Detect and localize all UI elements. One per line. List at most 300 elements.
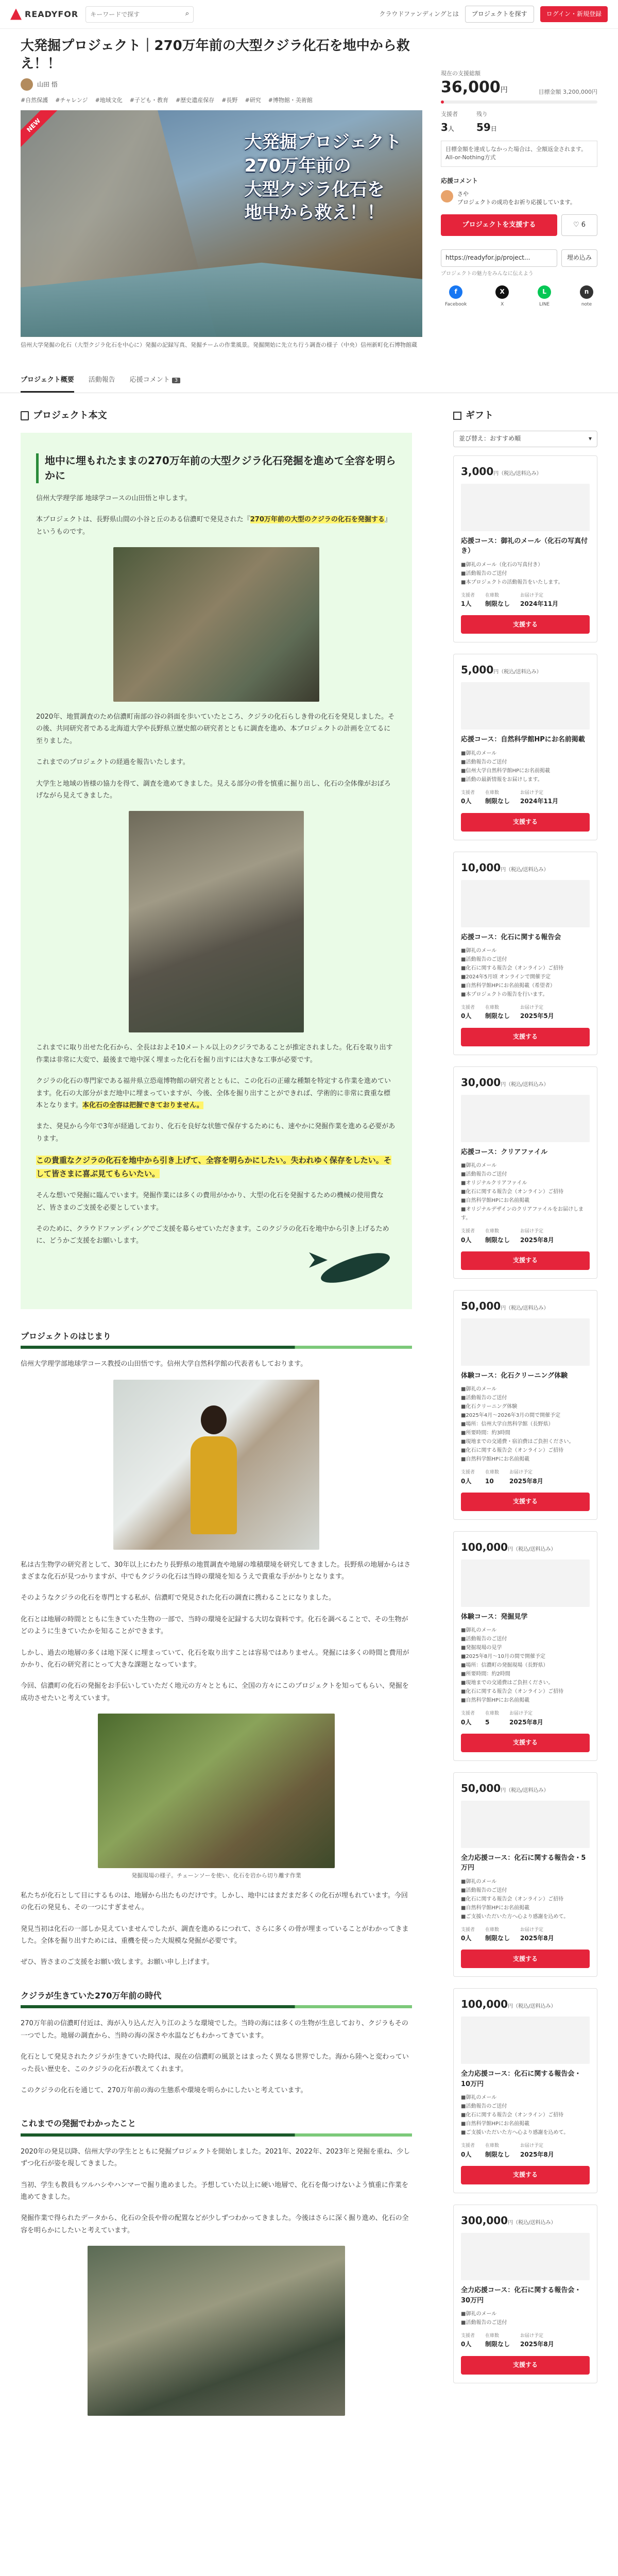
tag-item[interactable]: #チャレンジ [55, 97, 88, 104]
person-figure [191, 1405, 237, 1539]
avatar [441, 190, 453, 202]
paragraph-text: クジラの化石の専門家である福井県立恐竜博物館の研究者とともに、この化石の正確な種類を特定する作業を進めています。化石の大部分がまだ地中に埋まっていますが、今後、全体を掘り出すことができれば、学術的に非常に貴重な標本となります。 [36, 1077, 391, 1109]
paragraph-text: 本プロジェクトは、長野県山間の小谷と丘のある信濃町で発見された『 [36, 516, 250, 524]
hero-caption: 信州大学発掘の化石（大型クジラ化石を中心に）発掘の記録写真、発掘チームの作業風景。発掘開始に先立ち行う調査の様子（中央）信州新町化石博物館蔵 [21, 341, 417, 348]
tag-item[interactable]: #研究 [245, 97, 261, 104]
gift-meta-value: 0人 [461, 1935, 472, 1942]
tag-item[interactable]: #自然保護 [21, 97, 48, 104]
tab-overview[interactable]: プロジェクト概要 [21, 370, 74, 393]
gift-meta-label: 在庫数 [485, 592, 500, 598]
gift-description: ■御礼のメール ■活動報告のご送付 ■化石クリーニング体験 ■2025年4月～2026年3月の間で開催予定 ■場所：信州大学自然科学館（長野県） ■所要時間：約3時間 ■現地までの交通費・宿泊費はご負担ください。 ■化石に関する報告会（オンライン）ご招待 ■自然科学館HPにお名前掲載 [461, 1386, 574, 1463]
gift-price-tax: （税込/送料込み） [499, 470, 542, 477]
gift-name: 全力応援コース：化石に関する報告会・30万円 [461, 2286, 581, 2304]
embed-button[interactable]: 埋め込み [561, 249, 597, 267]
paragraph: 信州大学理学部 地球学コースの山田悟と申します。 [36, 494, 192, 502]
page-title: 大発掘プロジェクト｜270万年前の大型クジラ化石を地中から救え！！ [21, 38, 410, 72]
gift-price [461, 662, 590, 678]
gift-meta-label: 支援者 [461, 1927, 475, 1933]
gift-stock [485, 789, 510, 807]
gift-backers [461, 1926, 475, 1944]
share-x[interactable] [495, 285, 509, 308]
gift-name: 応援コース：自然科学館HPにお名前掲載 [461, 736, 585, 744]
gift-meta [461, 2332, 590, 2350]
gift-price-unit: 円 [508, 2220, 513, 2226]
nav-about-crowdfunding[interactable]: クラウドファンディングとは [379, 10, 459, 18]
backers-value [441, 119, 458, 135]
gift-price-unit: 円 [493, 669, 499, 675]
gift-meta [461, 1710, 590, 1727]
gift-name: 全力応援コース：化石に関する報告会・5万円 [461, 1854, 586, 1872]
support-project-button[interactable]: プロジェクトを支援する [441, 214, 557, 236]
gift-meta [461, 592, 590, 609]
key-message: この貴重なクジラの化石を地中から引き上げて、全容を明らかにしたい。失われゆく保存をしたい。そして皆さまに喜ぶ見てもらいたい。 [36, 1156, 391, 1178]
gift-price-unit: 円 [508, 2004, 513, 2010]
gift-support-button[interactable]: 支援する [461, 1734, 590, 1752]
gift-image [461, 484, 590, 531]
gift-support-button[interactable]: 支援する [461, 1950, 590, 1968]
paragraph: そんな想いで発掘に臨んでいます。発掘作業には多くの費用がかかり、大型の化石を発掘するための機械の使用費など、皆さまのご支援を必要としています。 [36, 1192, 384, 1212]
gift-support-button[interactable]: 支援する [461, 813, 590, 832]
sort-value: 並び替え：おすすめ順 [459, 435, 521, 443]
paragraph: 発掘作業で得られたデータから、化石の全長や骨の配置などが少しずつわかってきました。今後はさらに深く掘り進め、化石の全容を明らかにしたいと考えています。 [21, 2214, 409, 2234]
gift-image [461, 2233, 590, 2280]
site-header [0, 0, 618, 29]
facebook-icon: f [449, 285, 462, 299]
gift-price [461, 1539, 590, 1555]
gift-meta-label: お届け予定 [520, 592, 544, 598]
gift-image [461, 2016, 590, 2064]
paragraph: そのために、クラウドファンディングでご支援を募らせていただきます。このクジラの化石を地中から引き上げるために、どうかご支援をお願いします。 [36, 1225, 389, 1245]
tag-item[interactable]: #地域文化 [95, 97, 123, 104]
stat-row [441, 110, 597, 135]
social-share [441, 285, 597, 308]
gift-meta-value: 制限なし [485, 1935, 510, 1942]
comment-user: さや [457, 190, 469, 197]
gift-price-tax: （税込/送料込み） [506, 1305, 549, 1311]
chevron-down-icon: ▾ [588, 435, 592, 443]
gift-name: 応援コース：クリアファイル [461, 1148, 548, 1156]
paragraph: このクジラの化石を通じて、270万年前の海の生態系や環境を明らかにしたいと考えています。 [21, 2086, 307, 2094]
gift-card[interactable] [453, 654, 597, 840]
avatar[interactable] [21, 78, 33, 91]
gift-meta-value: 0人 [461, 798, 472, 805]
gift-delivery [509, 1710, 543, 1727]
person-head-shape [201, 1405, 227, 1434]
hero-line: 地中から救え！！ [244, 202, 385, 224]
gift-image [461, 1095, 590, 1142]
tag-item[interactable]: #長野 [221, 97, 238, 104]
gift-support-button[interactable]: 支援する [461, 1028, 590, 1046]
gift-meta-value: 制限なし [485, 2341, 510, 2348]
owner-name[interactable]: 山田 悟 [37, 80, 58, 88]
gift-meta-label: 支援者 [461, 790, 475, 795]
search-input[interactable] [90, 11, 182, 18]
gift-meta-value: 0人 [461, 1718, 472, 1726]
gift-meta-label: 支援者 [461, 2143, 475, 2149]
days-number: 59 [476, 121, 491, 133]
body-section-header [21, 409, 412, 423]
gift-price [461, 1780, 590, 1797]
gift-description: ■御礼のメール ■活動報告のご送付 ■オリジナルクリアファイル ■化石に関する報告会（オンライン）ご招待 ■自然科学館HPにお名前掲載 ■オリジナルデザインのクリアファイルをお届けします。 [461, 1163, 584, 1222]
gift-meta [461, 1004, 590, 1022]
tag-item[interactable]: #博物館・美術館 [268, 97, 313, 104]
gift-delivery [520, 1228, 554, 1245]
gift-meta-value: 5 [485, 1718, 490, 1726]
login-button[interactable]: ログイン・新規登録 [540, 6, 608, 22]
gift-delivery [509, 1469, 543, 1486]
funding-sidebar [441, 37, 597, 349]
gift-price-value: 300,000 [461, 2214, 508, 2227]
gift-price-value: 50,000 [461, 1299, 501, 1312]
paragraph: これまでのプロジェクトの経過を報告いたします。 [36, 758, 190, 767]
gift-meta-label: 支援者 [461, 1711, 475, 1717]
gift-meta-label: お届け予定 [520, 1229, 544, 1234]
gift-price-tax: （税込/送料込み） [513, 1546, 556, 1552]
gift-meta-label: お届け予定 [520, 1005, 544, 1011]
gift-name: 応援コース：御礼のメール（化石の写真付き） [461, 537, 588, 555]
gift-support-button[interactable]: 支援する [461, 2166, 590, 2184]
highlight-text: 本化石の全容は把握できておりません。 [82, 1101, 203, 1109]
gift-meta-label: 在庫数 [485, 2333, 500, 2338]
paragraph: そのようなクジラの化石を専門とする私が、信濃町で発見された化石の調査に携わることになりました。 [21, 1594, 336, 1602]
hero-line: 大発掘プロジェクト [244, 131, 402, 152]
gift-card[interactable] [453, 852, 597, 1055]
paragraph: 信州大学理学部地球学コース教授の山田悟です。信州大学自然科学館の代表者もしております。 [21, 1360, 307, 1368]
heart-icon: ♡ [573, 221, 579, 229]
paragraph: 私は古生物学の研究者として、30年以上にわたり長野県の地質調査や地層の堆積環境を研究してきました。長野県の地層からはさまざまな化石が見つかりますが、中でもクジラの化石は当時の環境を知るうえで貴重な手がかりとなります。 [21, 1561, 411, 1581]
gift-stock [485, 2332, 510, 2350]
gift-backers [461, 789, 475, 807]
gift-price-unit: 円 [508, 1546, 513, 1552]
gift-meta-value: 2025年5月 [520, 1012, 554, 1020]
backers-unit: 人 [448, 125, 454, 132]
share-url-row [441, 249, 597, 267]
author-portrait-photo [113, 1380, 319, 1550]
gift-support-button[interactable]: 支援する [461, 1493, 590, 1511]
gift-meta-label: お届け予定 [509, 1711, 533, 1717]
gift-support-button[interactable]: 支援する [461, 615, 590, 634]
gift-stock [485, 1004, 510, 1022]
progress-bar [441, 100, 597, 104]
gift-description: ■御礼のメール ■活動報告のご送付 ■化石に関する報告会（オンライン）ご招待 ■自然科学館HPにお名前掲載 ■ご支援いただいた方へ心より感謝を込めて。 [461, 1878, 569, 1920]
gift-delivery [520, 2332, 554, 2350]
project-body [21, 409, 412, 2416]
gift-price-value: 10,000 [461, 861, 501, 874]
share-hint: プロジェクトの魅力をみんなに伝えよう [441, 270, 534, 277]
gift-card[interactable] [453, 1066, 597, 1279]
search-icon[interactable]: ⌕ [185, 10, 190, 18]
support-comment[interactable] [441, 190, 597, 207]
gift-backers [461, 592, 475, 609]
tab-comments[interactable] [130, 370, 180, 393]
paragraph: しかし、過去の地層の多くは地下深くに埋まっていて、化石を取り出すことは容易ではありません。発掘には多くの時間と費用がかかり、化石の研究者にとって大きな課題となっています。 [21, 1649, 409, 1669]
gift-meta-label: お届け予定 [520, 790, 544, 795]
raised-unit: 円 [500, 86, 508, 94]
section-heading: クジラが生きていた270万年前の時代 [21, 1989, 412, 2009]
comment-count-badge: 3 [172, 378, 180, 383]
gift-card[interactable] [453, 1772, 597, 1977]
whale-illustration-icon [309, 1252, 397, 1294]
gift-image [461, 1801, 590, 1848]
document-icon [21, 411, 29, 420]
gift-backers [461, 2332, 475, 2350]
gift-card[interactable] [453, 2205, 597, 2383]
paragraph: 化石として発見されたクジラが生きていた時代は、現在の信濃町の風景とはまったく異なる世界でした。海から陸へと変わっていった長い歴史を、このクジラの化石が教えてくれます。 [21, 2053, 409, 2073]
gift-column [453, 409, 597, 2416]
gift-meta-label: お届け予定 [520, 2333, 544, 2338]
nav-find-projects[interactable]: プロジェクトを探す [465, 6, 534, 23]
favorite-count: 6 [581, 221, 586, 229]
gift-image [461, 1318, 590, 1366]
gift-meta [461, 1926, 590, 1944]
gift-price [461, 1074, 590, 1091]
tag-list [21, 96, 422, 105]
backers-number: 3 [441, 121, 448, 133]
paragraph [36, 1154, 397, 1180]
gift-price-tax: （税込/送料込み） [499, 669, 542, 675]
gift-price-tax: （税込/送料込み） [506, 1787, 549, 1793]
gift-meta-label: 在庫数 [485, 1470, 500, 1476]
gift-backers [461, 1004, 475, 1022]
comment-title: 応援コメント [441, 177, 478, 184]
gift-meta-value: 制限なし [485, 1236, 510, 1244]
gift-section-title: ギフト [466, 410, 493, 421]
gift-section-header [453, 409, 597, 423]
gift-meta [461, 1469, 590, 1486]
gift-delivery [520, 2142, 554, 2160]
gift-support-button[interactable]: 支援する [461, 1251, 590, 1270]
intro-heading: 地中に埋もれたままの270万年前の大型クジラ化石発掘を進めて全容を明らかに [36, 453, 397, 483]
backers-label: 支援者 [441, 111, 458, 118]
line-icon: L [538, 285, 551, 299]
paragraph: ぜひ、皆さまのご支援をお願い致します。お願い申し上げます。 [21, 1958, 214, 1967]
share-label: LINE [539, 301, 550, 307]
highlight-text: 270万年前の大型のクジラの化石を発掘する [250, 516, 385, 524]
gift-meta-value: 0人 [461, 2150, 472, 2158]
note-icon: n [580, 285, 593, 299]
gift-price-tax: （税込/送料込み） [513, 2220, 556, 2226]
gift-delivery [520, 1926, 554, 1944]
gift-meta-value: 制限なし [485, 2150, 510, 2158]
person-body-shape [191, 1436, 237, 1534]
gift-price [461, 463, 590, 480]
goal-amount: 目標金額 3,200,000円 [538, 88, 597, 95]
backers-stat [441, 110, 458, 135]
gift-name: 体験コース：発掘見学 [461, 1613, 528, 1621]
gift-description: ■御礼のメール ■活動報告のご送付 ■化石に関する報告会（オンライン）ご招待 ■2024年5月頃 オンラインで開催予定 ■自然科学館HPにお名前掲載（希望者） ■本プロジェクトの報告を行います。 [461, 948, 564, 998]
gift-card[interactable] [453, 1290, 597, 1520]
share-label: Facebook [445, 301, 467, 307]
share-note[interactable] [580, 285, 593, 308]
share-label: note [581, 301, 592, 307]
gift-image [461, 682, 590, 730]
cta-row [441, 214, 597, 236]
gift-meta-label: 支援者 [461, 1470, 475, 1476]
paragraph: 2020年、地質調査のため信濃町南部の谷の斜面を歩いていたところ、クジラの化石らしき骨の化石を発見しました。その後、共同研究者である北海道大学や長野県立歴史館の研究者とともに調査を進め、本プロジェクトの計画を立てるに至りました。 [36, 713, 395, 745]
tab-reports[interactable]: 活動報告 [88, 376, 115, 384]
gift-meta-value: 2025年8月 [520, 1935, 554, 1942]
gift-price-value: 50,000 [461, 1782, 501, 1794]
comment-body [457, 190, 576, 207]
gift-meta-label: 在庫数 [485, 1229, 500, 1234]
gift-price-tax: （税込/送料込み） [506, 1081, 549, 1088]
gift-price-tax: （税込/送料込み） [506, 867, 549, 873]
gift-description: ■御礼のメール ■活動報告のご送付 ■信州大学自然科学館HPにお名前掲載 ■活動の最新情報をお届けします。 [461, 750, 550, 783]
paragraph: 私たちが化石として目にするものは、地層から出たものだけです。しかし、地中にはまだまだ多くの化石が埋もれています。今回の化石の発見も、その一つにすぎません。 [21, 1891, 408, 1912]
intro-box [21, 433, 412, 1309]
logo-text: READYFOR [25, 9, 79, 19]
share-line[interactable] [538, 285, 551, 308]
gift-meta-label: 支援者 [461, 2333, 475, 2338]
gift-meta-label: 支援者 [461, 1229, 475, 1234]
gift-meta-value: 1人 [461, 600, 472, 608]
gift-price-value: 30,000 [461, 1076, 501, 1089]
gift-meta-value: 2025年8月 [509, 1718, 543, 1726]
paragraph: 2020年の発見以降、信州大学の学生とともに発掘プロジェクトを開始しました。2021年、2022年、2023年と発掘を重ね、少しずつ化石が姿を現してきました。 [21, 2147, 410, 2168]
gift-meta [461, 1228, 590, 1245]
project-owner[interactable] [21, 78, 422, 91]
paragraph: 今回、信濃町の化石の発掘をお手伝いしていただく地元の方々とともに、全国の方々にこのプロジェクトを知ってもらい、発掘を成功させたいと考えています。 [21, 1682, 409, 1702]
dig-site-photo [88, 2246, 345, 2416]
gift-meta-value: 2025年8月 [520, 2341, 554, 2348]
search-box[interactable] [85, 6, 194, 23]
gift-price-unit: 円 [501, 1787, 506, 1793]
progress-fill [441, 100, 444, 104]
gift-price-unit: 円 [501, 867, 506, 873]
gift-price-unit: 円 [493, 470, 499, 477]
gift-card[interactable] [453, 1531, 597, 1761]
gift-price-value: 100,000 [461, 1540, 508, 1553]
gift-stock [485, 1710, 499, 1727]
gift-meta-value: 2025年8月 [520, 2150, 554, 2158]
gift-meta-value: 2025年8月 [509, 1477, 543, 1485]
tag-item[interactable]: #歴史遺産保存 [176, 97, 215, 104]
gift-meta-value: 0人 [461, 2341, 472, 2348]
gift-price-tax: （税込/送料込み） [513, 2004, 556, 2010]
gift-meta-value: 制限なし [485, 600, 510, 608]
gift-image [461, 1560, 590, 1607]
gift-meta-label: お届け予定 [509, 1470, 533, 1476]
gift-meta-value: 2025年8月 [520, 1236, 554, 1244]
project-header [21, 37, 422, 349]
project-tabs [0, 370, 618, 393]
gift-card[interactable] [453, 455, 597, 643]
raised-label: 現在の支援総額 [441, 70, 480, 77]
gift-meta-value: 0人 [461, 1236, 472, 1244]
main-content [0, 393, 618, 2416]
chainsaw-work-photo [98, 1714, 335, 1868]
whale-body-shape [318, 1247, 393, 1289]
gift-price-value: 5,000 [461, 664, 494, 676]
gift-backers [461, 1710, 475, 1727]
gift-stock [485, 1469, 499, 1486]
excavation-photo [113, 547, 319, 702]
section-heading: プロジェクトのはじまり [21, 1330, 412, 1349]
fossil-site-photo [129, 811, 304, 1032]
days-unit: 日 [490, 125, 497, 132]
gift-stock [485, 2142, 510, 2160]
paragraph: 大学生と地域の皆様の協力を得て、調査を進めてきました。見える部分の骨を慎重に掘り出し、化石の全体像がおぼろげながら見えてきました。 [36, 779, 391, 800]
paragraph: また、発見から今年で3年が経過しており、化石を良好な状態で保存するためにも、速やかに発掘作業を進める必要があります。 [36, 1123, 396, 1143]
days-stat [476, 110, 497, 135]
gift-price-value: 3,000 [461, 465, 494, 478]
gift-meta-value: 10 [485, 1477, 494, 1485]
section-heading: これまでの発掘でわかったこと [21, 2117, 412, 2137]
paragraph [36, 1075, 397, 1111]
share-facebook[interactable] [445, 285, 467, 308]
hero-image [21, 110, 422, 337]
paragraph: これまでに取り出せた化石から、全長はおよそ10メートル以上のクジラであることが推定されました。化石を取り出す作業は非常に大変で、最後まで地中深く埋まった化石を掘り出すには大きな工事が必要です。 [36, 1044, 393, 1064]
paragraph: 化石とは地層の時間とともに生きていた生物の一部で、当時の環境を記録する大切な資料です。化石を調べることで、その生物がどのように生きていたかを知ることができます。 [21, 1615, 408, 1636]
gift-list [453, 455, 597, 2383]
paragraph: 270万年前の信濃町付近は、海が入り込んだ入り江のような環境でした。当時の海には多くの生物が生息しており、クジラもその一つでした。地層の調査から、当時の海の深さや水温などもわかってきています。 [21, 2020, 408, 2040]
paragraph: 発見当初は化石の一部しか見えていませんでしたが、調査を進めるにつれて、さらに多くの骨が埋まっていることがわかってきました。全体を掘り出すためには、重機を使った大規模な発掘が必要です。 [21, 1925, 409, 1945]
gift-price [461, 2212, 590, 2229]
new-badge: NEW [21, 110, 60, 151]
gift-name: 全力応援コース：化石に関する報告会・10万円 [461, 2070, 581, 2088]
tag-item[interactable]: #子ども・教育 [129, 97, 168, 104]
gift-support-button[interactable]: 支援する [461, 2356, 590, 2375]
photo-caption: 発掘現場の様子。チェーンソーを使い、化石を岩から切り離す作業 [131, 1872, 301, 1879]
hero-line: 大型クジラ化石を [244, 179, 385, 200]
gift-meta-label: お届け予定 [520, 1927, 544, 1933]
gift-card[interactable] [453, 1988, 597, 2193]
gift-meta-label: 在庫数 [485, 1005, 500, 1011]
gift-backers [461, 1228, 475, 1245]
favorite-button[interactable] [561, 214, 597, 236]
all-or-nothing-notice: 目標金額を達成しなかった場合は、全額返金されます。All-or-Nothing方式 [441, 141, 597, 167]
x-icon: X [495, 285, 509, 299]
hero-headline [245, 131, 402, 226]
gift-meta-label: 在庫数 [485, 2143, 500, 2149]
gift-meta-value: 制限なし [485, 798, 510, 805]
gift-description: ■御礼のメール（化石の写真付き） ■活動報告のご送付 ■本プロジェクトの活動報告をいたします。 [461, 562, 563, 585]
gift-stock [485, 1926, 510, 1944]
project-top [0, 29, 618, 349]
gift-backers [461, 1469, 475, 1486]
gift-meta-label: 在庫数 [485, 1711, 500, 1717]
gift-meta-value: 0人 [461, 1012, 472, 1020]
gift-meta-label: 支援者 [461, 592, 475, 598]
hero-line: 270万年前の [244, 155, 351, 176]
gift-meta-value: 2024年11月 [520, 600, 559, 608]
gift-meta-label: 在庫数 [485, 790, 500, 795]
gift-price-value: 100,000 [461, 1998, 508, 2011]
gift-name: 応援コース：化石に関する報告会 [461, 933, 561, 941]
gift-meta-value: 制限なし [485, 1012, 510, 1020]
gift-stock [485, 592, 510, 609]
gift-backers [461, 2142, 475, 2160]
gift-description: ■御礼のメール ■活動報告のご送付 [461, 2311, 507, 2326]
readyfor-logo[interactable] [10, 8, 78, 21]
gift-delivery [520, 789, 558, 807]
tab-comments-label: 応援コメント [129, 376, 170, 384]
gift-meta-value: 0人 [461, 1477, 472, 1485]
gift-sort-select[interactable] [453, 431, 597, 447]
gift-price [461, 1298, 590, 1314]
whale-tail-shape [309, 1252, 328, 1268]
paragraph: 当初、学生も教員もツルハシやハンマーで掘り進めました。予想していた以上に硬い地層で、化石を傷つけないよう慎重に作業を進めてきました。 [21, 2181, 408, 2201]
paragraph-text: 』というものです。 [36, 516, 391, 536]
gift-delivery [520, 592, 558, 609]
gift-description: ■御礼のメール ■活動報告のご送付 ■化石に関する報告会（オンライン）ご招待 ■自然科学館HPにお名前掲載 ■ご支援いただいた方へ心より感謝を込めて。 [461, 2095, 569, 2136]
gift-meta-label: 在庫数 [485, 1927, 500, 1933]
share-url-field[interactable]: https://readyfor.jp/project... [441, 249, 557, 267]
gift-description: ■御礼のメール ■活動報告のご送付 ■発掘現場の見学 ■2025年8月～10月の間で開催予定 ■場所：信濃町の発掘現場（長野県） ■所要時間：約2時間 ■現地までの交通費はご負担ください。 ■化石に関する報告会（オンライン）ご招待 ■自然科学館HPにお名前掲載 [461, 1628, 564, 1704]
gift-stock [485, 1228, 510, 1245]
days-label: 残り [476, 111, 488, 118]
gift-price-unit: 円 [501, 1305, 506, 1311]
